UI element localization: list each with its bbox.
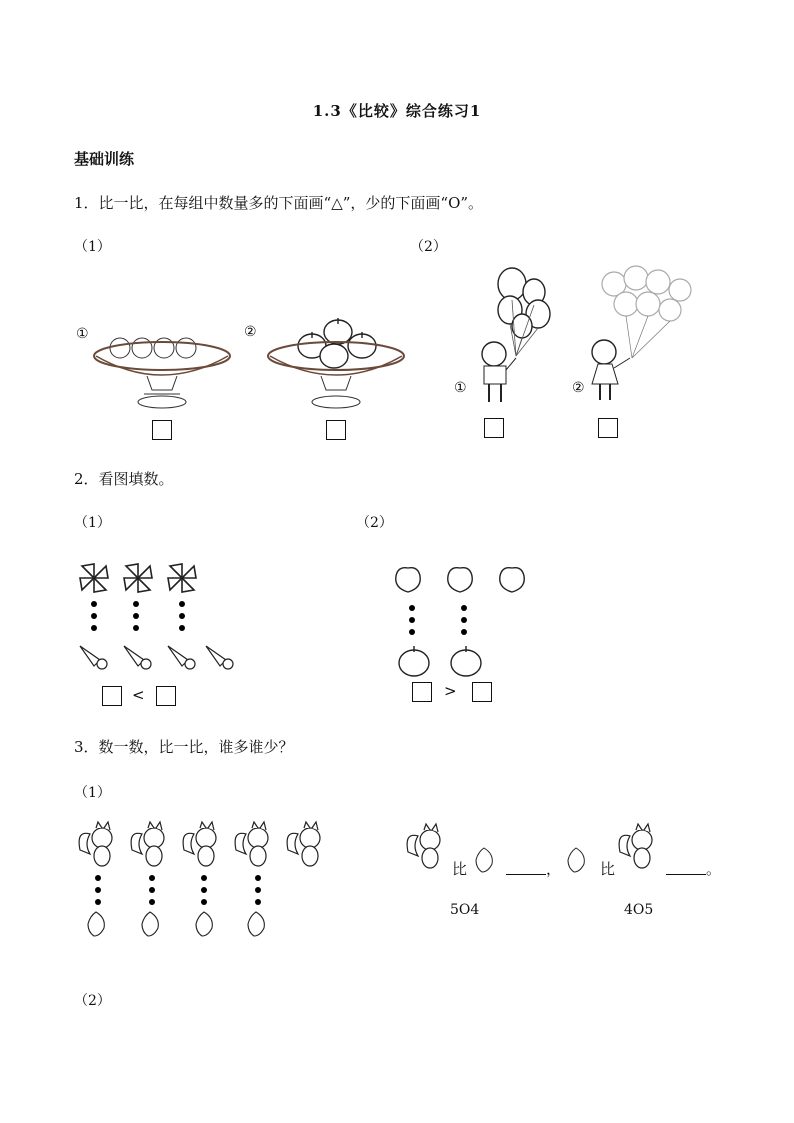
compare-word-2: 比 — [600, 860, 616, 878]
question-2-text: 看图填数。 — [98, 470, 174, 488]
squirrel-icon — [616, 822, 660, 872]
boy-icon — [472, 266, 562, 408]
question-1 — [74, 192, 483, 213]
greater-than-sign: > — [444, 682, 457, 700]
answer-box[interactable] — [412, 682, 432, 702]
q1-mark-2: ② — [244, 324, 257, 340]
less-than-sign: < — [132, 686, 145, 704]
answer-box[interactable] — [152, 420, 172, 440]
answer-box[interactable] — [472, 682, 492, 702]
dot-lines — [86, 600, 196, 636]
squirrel-icon — [76, 820, 328, 870]
pinecone-icon — [86, 910, 266, 938]
q2-sub1-label: （1） — [74, 515, 111, 531]
answer-box[interactable] — [326, 420, 346, 440]
peach-icon — [392, 562, 532, 598]
question-3 — [74, 736, 294, 757]
dot-lines — [92, 874, 272, 908]
question-2 — [74, 468, 174, 489]
question-3-number: 3． — [74, 738, 99, 756]
answer-box[interactable] — [102, 686, 122, 706]
q1-mark-3: ① — [454, 380, 467, 396]
apple-icon — [398, 644, 488, 678]
q2-sub2-label: （2） — [356, 515, 393, 531]
period: 。 — [706, 860, 722, 878]
q3-sub1-label: （1） — [74, 785, 111, 801]
page-title: 1.3《比较》综合练习1 — [312, 102, 482, 120]
answer-box[interactable] — [156, 686, 176, 706]
compare-expression-2[interactable]: 4O5 — [624, 902, 654, 918]
answer-blank-2[interactable] — [666, 860, 706, 875]
girl-icon — [584, 264, 700, 408]
fruit-bowl-icon — [92, 318, 234, 410]
q3-sub2-label: （2） — [74, 993, 111, 1009]
question-1-number: 1． — [74, 194, 99, 212]
answer-box[interactable] — [598, 418, 618, 438]
dot-lines — [404, 604, 474, 640]
q1-sub2-label: （2） — [410, 239, 447, 255]
comma: ， — [546, 860, 562, 878]
squirrel-icon — [404, 822, 448, 872]
fruit-bowl-icon — [266, 316, 408, 410]
section-heading: 基础训练 — [74, 150, 135, 168]
shuttlecock-icon — [78, 642, 238, 672]
question-3-text: 数一数，比一比，谁多谁少？ — [98, 738, 294, 756]
pinecone-icon — [566, 846, 588, 872]
q1-mark-1: ① — [76, 326, 89, 342]
question-1-text: 比一比，在每组中数量多的下面画“△”，少的下面画“O”。 — [98, 194, 484, 212]
compare-expression-1[interactable]: 5O4 — [450, 902, 480, 918]
answer-blank-1[interactable] — [506, 860, 546, 875]
pinwheel-row — [78, 562, 202, 598]
pinecone-icon — [474, 846, 496, 872]
compare-word-1: 比 — [452, 860, 468, 878]
q1-sub1-label: （1） — [74, 239, 111, 255]
question-2-number: 2． — [74, 470, 99, 488]
q1-mark-4: ② — [572, 380, 585, 396]
answer-box[interactable] — [484, 418, 504, 438]
